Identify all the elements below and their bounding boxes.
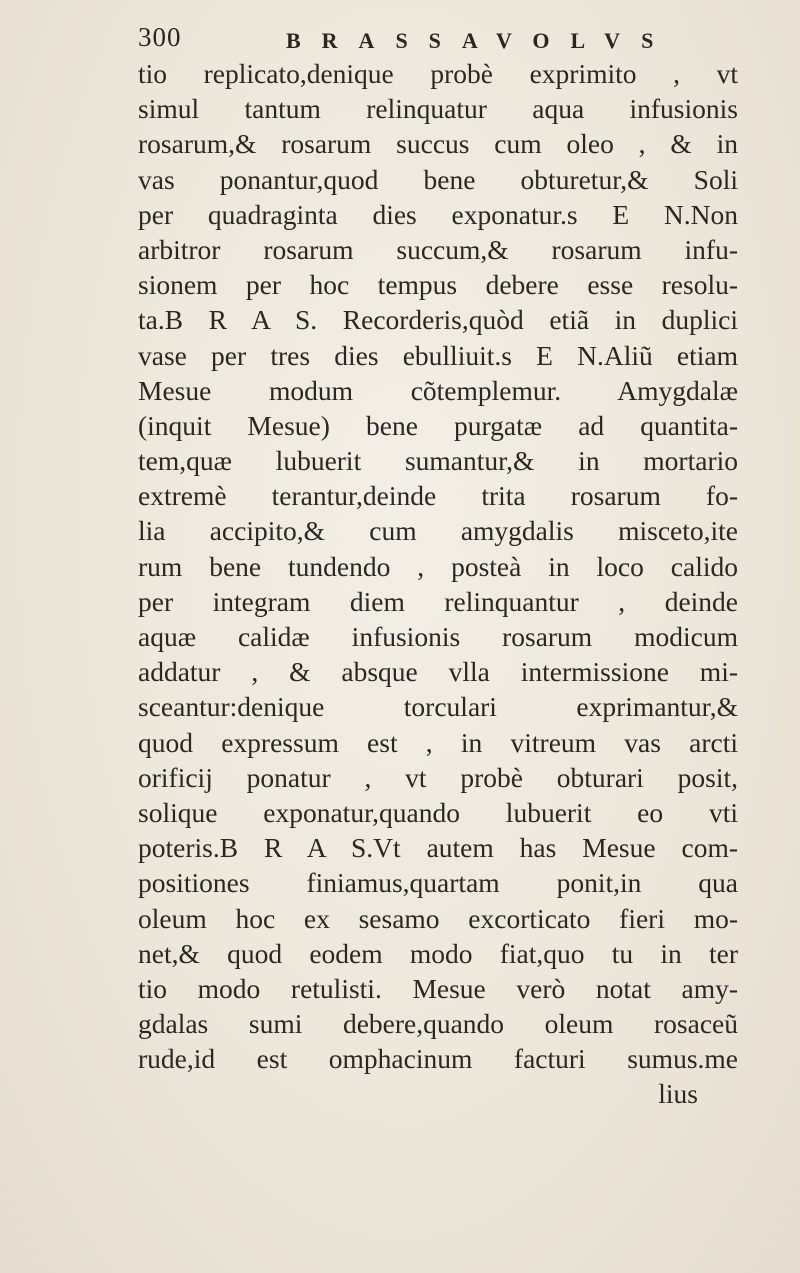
text-line: aquæ calidæ infusionis rosarum modicum — [138, 621, 738, 652]
text-line: tio replicato,denique probè exprimito , vt — [138, 58, 738, 89]
text-line: arbitror rosarum succum,& rosarum infu- — [138, 233, 738, 265]
text-line: extremè terantur,deinde trita rosarum fo- — [138, 480, 738, 512]
text-line: net,& quod eodem modo fiat,quo tu in ter — [138, 937, 738, 969]
text-line: orificij ponatur , vt probè obturari posit, — [138, 761, 738, 793]
text-line: lia accipito,& cum amygdalis misceto,ite — [138, 515, 738, 547]
text-line: sionem per hoc tempus debere esse resolu- — [138, 269, 738, 301]
text-line: per integram diem relinquantur , deinde — [138, 585, 738, 617]
page-number: 300 — [138, 22, 182, 52]
text-line: gdalas sumi debere,quando oleum rosaceũ — [138, 1008, 738, 1040]
text-line: positiones finiamus,quartam ponit,in qua — [138, 867, 738, 899]
text-line: quod expressum est , in vitreum vas arcti — [138, 726, 738, 758]
text-line: vas ponantur,quod bene obturetur,& Soli — [138, 163, 738, 195]
text-line: lius — [658, 1078, 698, 1110]
text-line: addatur , & absque vlla intermissione mi- — [138, 656, 738, 688]
running-title: BRASSAVOLVS — [286, 28, 675, 53]
text-line: tio modo retulisti. Mesue verò notat amy- — [138, 972, 738, 1004]
running-head — [138, 22, 675, 56]
text-line: rum bene tundendo , posteà in loco calido — [138, 550, 738, 582]
text-line: rude,id est omphacinum facturi sumus.me — [138, 1043, 738, 1075]
body-text — [138, 56, 738, 1112]
text-line: simul tantum relinquatur aqua infusionis — [138, 93, 738, 125]
text-line: oleum hoc ex sesamo excorticato fieri mo- — [138, 902, 738, 934]
text-line: (inquit Mesue) bene purgatæ ad quantita- — [138, 409, 738, 441]
text-line: vase per tres dies ebulliuit.s E N.Aliũ etiam — [138, 339, 738, 371]
text-line: solique exponatur,quando lubuerit eo vti — [138, 796, 738, 828]
text-line: sceantur:denique torculari exprimantur,& — [138, 691, 738, 723]
text-line: ta.B R A S. Recorderis,quòd etiã in duplici — [138, 304, 738, 336]
text-line: tem,quæ lubuerit sumantur,& in mortario — [138, 445, 738, 477]
text-line: per quadraginta dies exponatur.s E N.Non — [138, 198, 738, 230]
text-line: Mesue modum cõtemplemur. Amygdalæ — [138, 374, 738, 406]
text-line: rosarum,& rosarum succus cum oleo , & in — [138, 128, 738, 160]
text-line: poteris.B R A S.Vt autem has Mesue com- — [138, 832, 738, 864]
